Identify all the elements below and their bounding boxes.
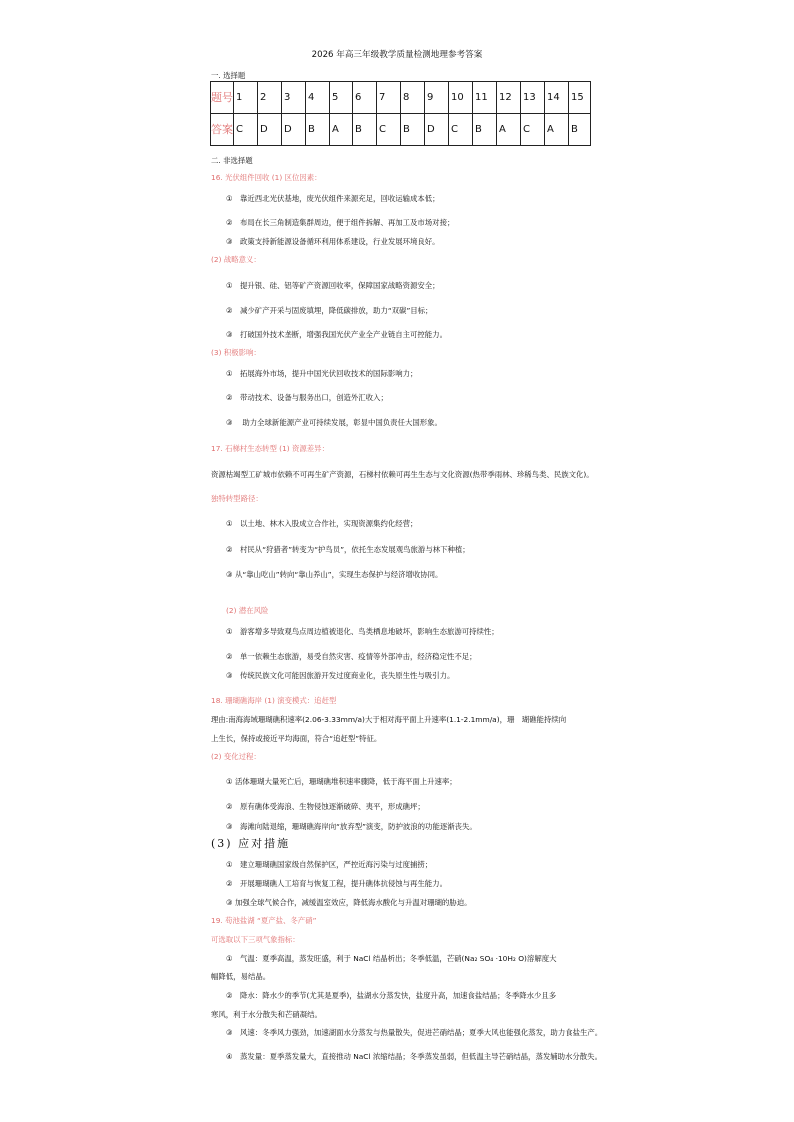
answer-cell: C [377, 114, 401, 146]
answer-cell: A [545, 114, 569, 146]
paragraph: 理由:南海海域珊瑚礁积速率(2.06-3.33mm/a)大于相对海平面上升速率(1.1-2.1mm/a)，珊 瑚礁能持续向 [211, 715, 567, 724]
question-number: 6 [353, 82, 377, 114]
answer-line: ① 建立珊瑚礁国家级自然保护区，严控近海污染与过度捕捞； [226, 860, 433, 869]
answer-line: ① 活体珊瑚大量死亡后，珊瑚礁堆积速率骤降，低于海平面上升速率； [226, 777, 457, 786]
answer-line-continued: 寒风，利于水分散失和芒硝凝结。 [211, 1010, 322, 1019]
answer-line: ③ 助力全球新能源产业可持续发展，彰显中国负责任大国形象。 [226, 418, 442, 427]
answer-line: ② 村民从“狩猎者”转变为“护鸟员”，依托生态发展观鸟旅游与林下种植； [226, 545, 470, 554]
question-number: 5 [330, 82, 353, 114]
question-number: 4 [306, 82, 330, 114]
answer-line: ② 原有礁体受海浪、生物侵蚀逐渐破碎、夷平，形成礁坪； [226, 802, 425, 811]
row-label-question: 题号 [211, 82, 234, 114]
page-title: 2026 年高三年级教学质量检测地理参考答案 [311, 50, 483, 60]
paragraph: 上生长，保持或接近平均海面，符合“追赶型”特征。 [211, 734, 382, 743]
answer-line: ③ 加强全球气候合作，减缓温室效应，降低海水酸化与升温对珊瑚的胁迫。 [226, 898, 472, 907]
question-number: 11 [473, 82, 497, 114]
q18-subheading: (3) 应对措施 [211, 837, 291, 850]
q16-subheading: (3) 积极影响： [211, 348, 261, 357]
answer-cell: C [234, 114, 258, 146]
section-heading-choice: 一. 选择题 [211, 71, 246, 80]
question-number: 2 [258, 82, 282, 114]
answer-line: ② 带动技术、设备与服务出口，创造外汇收入； [226, 393, 388, 402]
answer-cell: C [449, 114, 473, 146]
q18-heading: 18. 珊瑚礁海岸 (1) 演变模式：追赶型 [211, 696, 337, 705]
question-number: 3 [282, 82, 306, 114]
paragraph: 资源枯竭型工矿城市依赖不可再生矿产资源，石梯村依赖可再生生态与文化资源(热带季雨林、珍稀鸟类、民族文化)。 [211, 470, 594, 479]
q16-heading: 16. 光伏组件回收 (1) 区位因素： [211, 173, 322, 182]
answer-cell: C [521, 114, 545, 146]
answer-line: ① 提升银、硅、铝等矿产资源回收率，保障国家战略资源安全； [226, 281, 440, 290]
question-number: 1 [234, 82, 258, 114]
answer-row [211, 114, 591, 146]
answer-line: ③ 风速：冬季风力强劲，加速湖面水分蒸发与热量散失，促进芒硝结晶；夏季大风也能强化蒸发，助力食盐生产。 [226, 1028, 603, 1037]
question-number: 13 [521, 82, 545, 114]
answer-line: ② 开展珊瑚礁人工培育与恢复工程，提升礁体抗侵蚀与再生能力。 [226, 879, 447, 888]
q17-subheading: (2) 潜在风险 [226, 606, 269, 615]
answer-cell: D [282, 114, 306, 146]
answer-line: ③ 从“靠山吃山”转向“靠山养山”，实现生态保护与经济增收协同。 [226, 570, 443, 579]
question-number: 10 [449, 82, 473, 114]
row-label-answer: 答案 [211, 114, 234, 146]
answer-cell: A [330, 114, 353, 146]
answer-line: ② 单一依赖生态旅游，易受自然灾害、疫情等外部冲击，经济稳定性不足； [226, 652, 477, 661]
answer-cell: B [401, 114, 425, 146]
question-number: 9 [425, 82, 449, 114]
question-number: 8 [401, 82, 425, 114]
q17-subheading: 独特转型路径： [211, 494, 263, 503]
answer-cell: A [497, 114, 521, 146]
answer-table [210, 81, 591, 146]
question-number: 15 [569, 82, 591, 114]
answer-line: ③ 传统民族文化可能因旅游开发过度商业化，丧失原生性与吸引力。 [226, 671, 455, 680]
answer-cell: D [425, 114, 449, 146]
answer-line: ③ 海滩向陆退缩，珊瑚礁海岸向“放弃型”演变，防护波浪的功能逐渐丧失。 [226, 822, 477, 831]
question-number: 12 [497, 82, 521, 114]
answer-line: ③ 打破国外技术垄断，增强我国光伏产业全产业链自主可控能力。 [226, 330, 447, 339]
answer-cell: B [473, 114, 497, 146]
question-number: 14 [545, 82, 569, 114]
question-number-row [211, 82, 591, 114]
question-number: 7 [377, 82, 401, 114]
answer-line: ③ 政策支持新能源设备循环利用体系建设，行业发展环境良好。 [226, 237, 440, 246]
answer-line-continued: 幅降低，易结晶。 [211, 972, 271, 981]
answer-line: ② 布局在长三角制造集群周边，便于组件拆解、再加工及市场对接； [226, 218, 455, 227]
answer-line: ② 减少矿产开采与固废填埋，降低碳排放，助力“双碳”目标； [226, 306, 433, 315]
q18-subheading: (2) 变化过程： [211, 752, 261, 761]
q19-heading: 19. 苟池盐湖 “夏产盐、冬产硝” [211, 916, 317, 925]
answer-line: ② 降水：降水少的季节(尤其是夏季)，盐湖水分蒸发快，盐度升高，加速食盐结晶；冬季降水少且多 [226, 991, 557, 1000]
answer-cell: D [258, 114, 282, 146]
q17-heading: 17. 石梯村生态转型 (1) 资源差异： [211, 444, 329, 453]
answer-cell: B [353, 114, 377, 146]
answer-line: ① 气温：夏季高温，蒸发旺盛，利于 NaCl 结晶析出；冬季低温，芒硝(Na₂ SO₄ ·10H₂ O)溶解度大 [226, 954, 557, 963]
q19-subheading: 可选取以下三项气象指标： [211, 935, 300, 944]
answer-line: ① 靠近西北光伏基地，废光伏组件来源充足，回收运输成本低； [226, 194, 440, 203]
section-heading-nonchoice: 二. 非选择题 [211, 156, 253, 165]
q16-subheading: (2) 战略意义： [211, 255, 261, 264]
answer-line: ① 以土地、林木入股成立合作社，实现资源集约化经营； [226, 519, 418, 528]
answer-line: ① 游客增多导致观鸟点周边植被退化、鸟类栖息地破坏，影响生态旅游可持续性； [226, 627, 499, 636]
answer-line: ④ 蒸发量：夏季蒸发量大，直接推动 NaCl 浓缩结晶；冬季蒸发虽弱，但低温主导芒硝结晶，蒸发辅助水分散失。 [226, 1052, 602, 1061]
answer-cell: B [569, 114, 591, 146]
answer-line: ① 拓展海外市场，提升中国光伏回收技术的国际影响力； [226, 369, 418, 378]
answer-cell: B [306, 114, 330, 146]
